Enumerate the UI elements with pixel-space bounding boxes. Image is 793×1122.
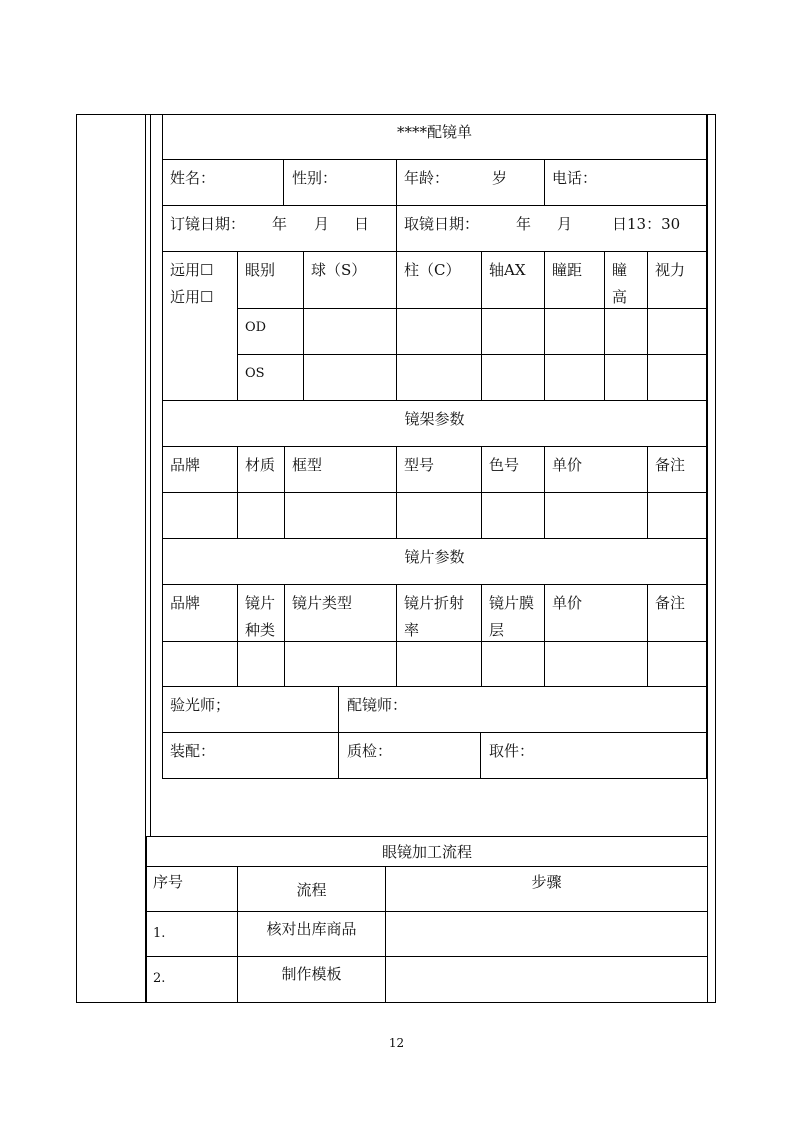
frame-header-price: 单价 bbox=[552, 456, 583, 474]
pickup-month: 月 bbox=[557, 215, 573, 233]
rx-header-pd: 瞳距 bbox=[552, 261, 583, 279]
rx-header-cylinder: 柱（C） bbox=[404, 261, 461, 279]
dispenser-label: 配镜师： bbox=[347, 696, 408, 714]
inner-left-divider bbox=[150, 114, 151, 836]
rx-header-eye: 眼别 bbox=[245, 261, 276, 279]
rx-header-sphere: 球（S） bbox=[311, 261, 367, 279]
gender-label: 性别： bbox=[292, 169, 338, 187]
lens-header-coating-1: 镜片膜 bbox=[489, 594, 535, 612]
lens-header-price: 单价 bbox=[552, 594, 583, 612]
frame-header-model: 型号 bbox=[404, 456, 435, 474]
lens-header-kind-1: 镜片 bbox=[245, 594, 276, 612]
order-year: 年 bbox=[272, 215, 288, 233]
pickup-day-time: 日13：30 bbox=[612, 215, 681, 233]
lens-header-kind-2: 种类 bbox=[245, 621, 276, 639]
frame-header-notes: 备注 bbox=[655, 456, 686, 474]
age-unit: 岁 bbox=[492, 169, 508, 187]
frame-header-brand: 品牌 bbox=[170, 456, 201, 474]
page-number: 12 bbox=[388, 1036, 405, 1050]
pickup-label: 取件： bbox=[489, 742, 535, 760]
process-row-1-step: 核对出库商品 bbox=[266, 920, 357, 938]
frame-header-color: 色号 bbox=[489, 456, 520, 474]
frame-header-material: 材质 bbox=[245, 456, 276, 474]
lens-header-coating-2: 层 bbox=[489, 621, 505, 639]
distance-checkbox-label[interactable]: 远用☐ bbox=[170, 261, 214, 279]
frame-header-shape: 框型 bbox=[292, 456, 323, 474]
optometrist-label: 验光师； bbox=[170, 696, 231, 714]
order-day: 日 bbox=[354, 215, 370, 233]
qc-label: 质检： bbox=[347, 742, 393, 760]
process-row-1-no: 1. bbox=[153, 926, 166, 941]
lens-header-notes: 备注 bbox=[655, 594, 686, 612]
rx-os-label: OS bbox=[245, 366, 265, 381]
phone-label: 电话： bbox=[552, 169, 598, 187]
pickup-date-label: 取镜日期： bbox=[404, 215, 480, 233]
lens-header-type: 镜片类型 bbox=[292, 594, 353, 612]
order-date-label: 订镜日期： bbox=[170, 215, 246, 233]
order-month: 月 bbox=[314, 215, 330, 233]
rx-header-axis: 轴AX bbox=[489, 261, 526, 279]
process-title: 眼镜加工流程 bbox=[381, 843, 472, 861]
process-header-steps: 步骤 bbox=[531, 873, 562, 891]
near-checkbox-label[interactable]: 近用☐ bbox=[170, 288, 214, 306]
lens-section-title: 镜片参数 bbox=[404, 548, 465, 566]
rx-header-pupil-height-1: 瞳 bbox=[612, 261, 628, 279]
form-title: ****配镜单 bbox=[396, 123, 472, 141]
lens-header-brand: 品牌 bbox=[170, 594, 201, 612]
rx-header-vision: 视力 bbox=[655, 261, 686, 279]
name-label: 姓名： bbox=[170, 169, 216, 187]
rx-header-pupil-height-2: 高 bbox=[612, 288, 628, 306]
pickup-year: 年 bbox=[516, 215, 532, 233]
lens-header-index-2: 率 bbox=[404, 621, 420, 639]
lens-header-index-1: 镜片折射 bbox=[404, 594, 465, 612]
process-row-2-no: 2. bbox=[153, 971, 166, 986]
inner-right-divider bbox=[707, 114, 708, 836]
process-row-2-step: 制作模板 bbox=[281, 965, 342, 983]
process-header-no: 序号 bbox=[153, 873, 184, 891]
rx-od-label: OD bbox=[245, 320, 267, 335]
frame-section-title: 镜架参数 bbox=[404, 410, 465, 428]
age-label: 年龄： bbox=[404, 169, 450, 187]
process-header-flow: 流程 bbox=[296, 881, 327, 899]
assembly-label: 装配： bbox=[170, 742, 216, 760]
